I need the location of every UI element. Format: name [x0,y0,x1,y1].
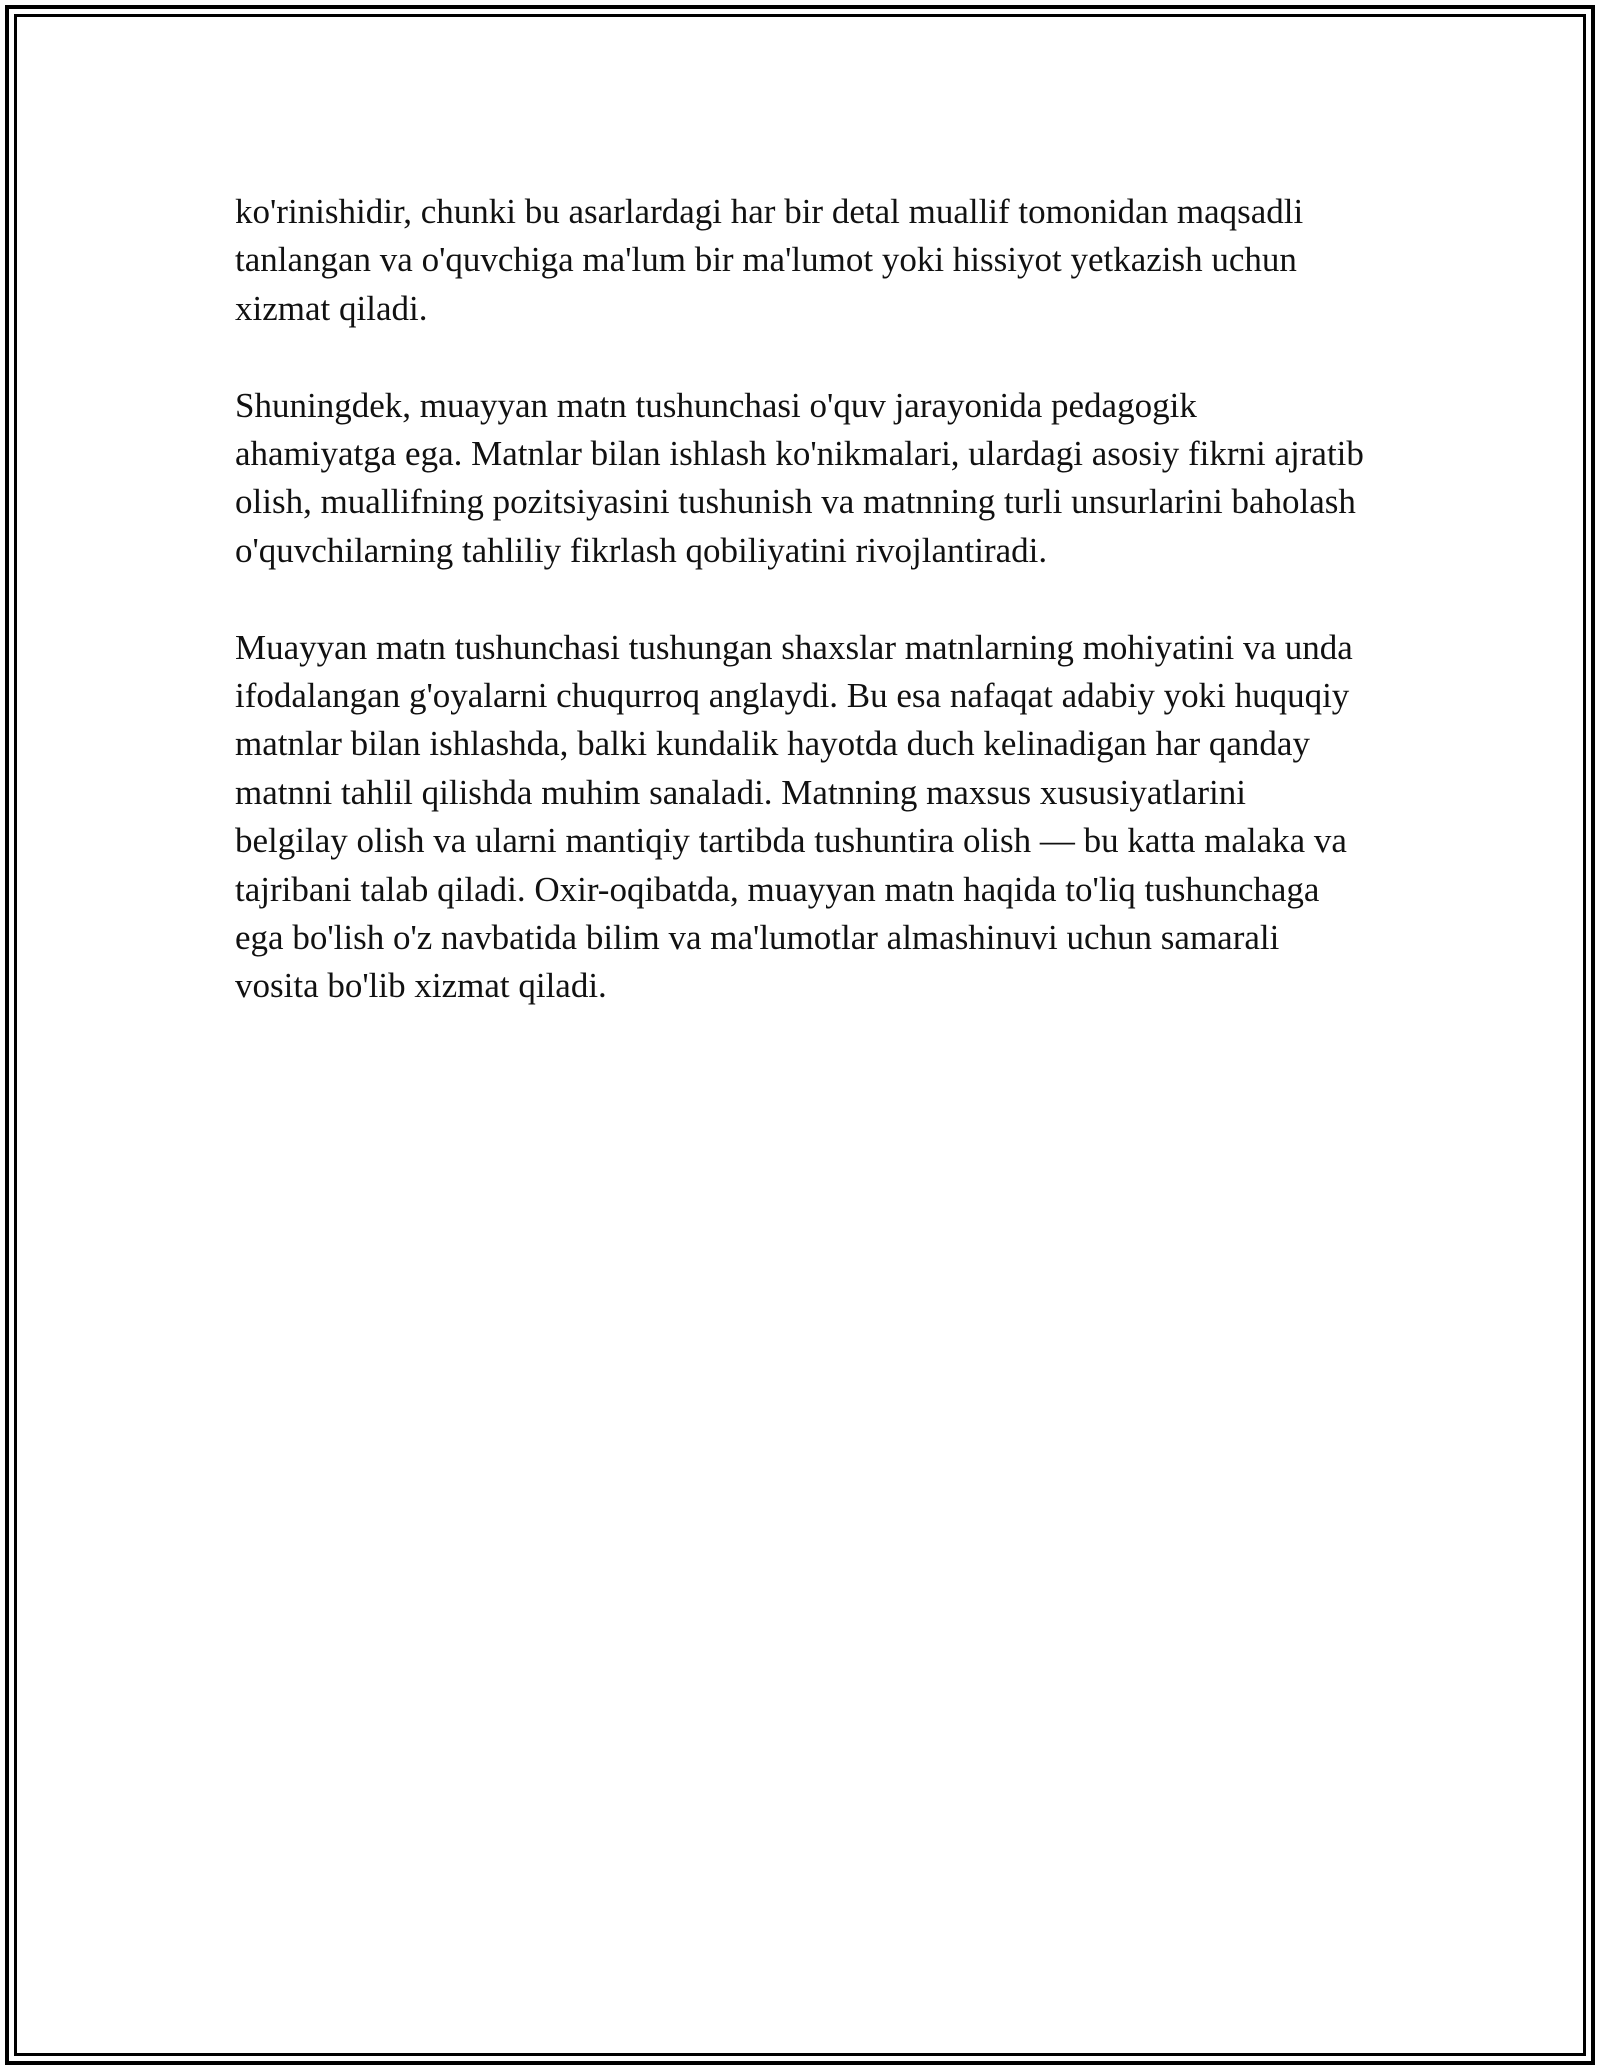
paragraph-1: ko'rinishidir, chunki bu asarlardagi har bir detal muallif tomonidan maqsadli tanlangan va o'quvchiga ma'lum bir ma'lumot yoki hissiyot yetkazish uchun xizmat qiladi. [235,192,1304,328]
document-body [235,188,1365,1011]
paragraph-3: Muayyan matn tushunchasi tushungan shaxslar matnlarning mohiyatini va unda ifodalangan g'oyalarni chuqurroq anglaydi. Bu esa nafaqat adabiy yoki huquqiy matnlar bilan ishlashda, balki kundalik hayotda duch kelinadigan har qanday matnni tahlil qilishda muhim sanaladi. Matnning maxsus xususiyatlarini belgilay olish va ularni mantiqiy tartibda tushuntira olish — bu katta malaka va tajribani talab qiladi. Oxir-oqibatda, muayyan matn haqida to'liq tushunchaga ega bo'lish o'z navbatida bilim va ma'lumotlar almashinuvi uchun samarali vosita bo'lib xizmat qiladi. [235,627,1353,1006]
paragraph-2: Shuningdek, muayyan matn tushunchasi o'quv jarayonida pedagogik ahamiyatga ega. Matnlar bilan ishlash ko'nikmalari, ulardagi asosiy fikrni ajratib olish, muallifning pozitsiyasini tushunish va matnning turli unsurlarini baholash o'quvchilarning tahliliy fikrlash qobiliyatini rivojlantiradi. [235,385,1364,570]
